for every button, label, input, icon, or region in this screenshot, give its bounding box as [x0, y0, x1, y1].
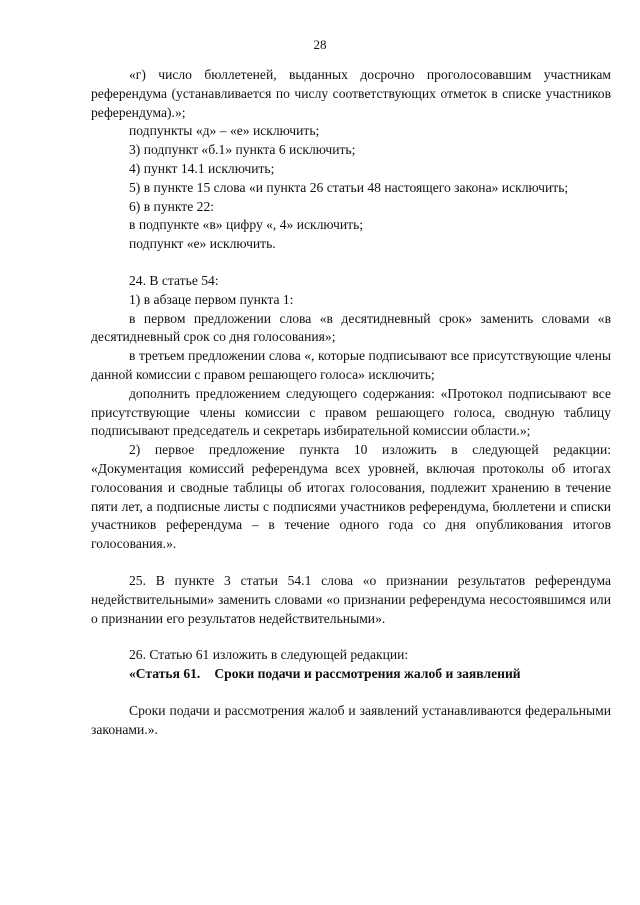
paragraph-item-5: 5) в пункте 15 слова «и пункта 26 статьи 48 настоящего закона» исключить;: [129, 179, 569, 195]
article-number: «Статья 61.: [129, 666, 201, 682]
paragraph-24-item-1: 1) в абзаце первом пункта 1:: [129, 291, 294, 307]
paragraph-item-3: 3) подпункт «б.1» пункта 6 исключить;: [129, 142, 356, 158]
paragraph-item-4: 4) пункт 14.1 исключить;: [129, 160, 275, 176]
paragraph-section-25: 25. В пункте 3 статьи 54.1 слова «о признании результатов референдума недействительными» заменить словами «о признании референдума несостоявшимся или о признании его результатов недействительными».: [91, 572, 611, 626]
article-61-heading: [91, 665, 611, 684]
paragraph-item-6: 6) в пункте 22:: [129, 198, 215, 214]
paragraph-article-61-text: Сроки подачи и рассмотрения жалоб и заявлений устанавливаются федеральными законами.».: [91, 702, 611, 737]
paragraph-24-first-sentence: в первом предложении слова «в десятидневный срок» заменить словами «в десятидневный срок со дня голосования»;: [91, 310, 611, 345]
article-title: Сроки подачи и рассмотрения жалоб и заявлений: [214, 666, 521, 682]
paragraph-24-item-2: 2) первое предложение пункта 10 изложить в следующей редакции: «Документация комиссий референдума всех уровней, включая протоколы об итогах голосования и сводные таблицы об итогах голосования, подлежит хранению в течение пяти лет, а подписные листы с подписями участников референдума, бюллетени и списки участников референдума – в течение одного года со дня опубликования итогов голосования.».: [91, 442, 611, 552]
paragraph-voter-ballots-count: «г) число бюллетеней, выданных досрочно проголосовавшим участникам референдума (устанавливается по числу соответствующих отметок в списке участников референдума).»;: [91, 67, 611, 120]
spacer: [91, 628, 611, 646]
paragraph-subitem-v: в подпункте «в» цифру «, 4» исключить;: [129, 217, 364, 233]
spacer: [91, 684, 611, 702]
page-number: 28: [313, 37, 327, 52]
paragraph-subitems-d-e: подпункты «д» – «е» исключить;: [129, 123, 320, 139]
spacer: [91, 254, 611, 272]
spacer: [91, 554, 611, 572]
paragraph-subitem-e: подпункт «е» исключить.: [129, 236, 276, 252]
paragraph-24-third-sentence: в третьем предложении слова «, которые подписывают все присутствующие члены данной комиссии с правом решающего голоса» исключить;: [91, 348, 611, 382]
paragraph-section-24: 24. В статье 54:: [129, 272, 219, 288]
paragraph-section-26: 26. Статью 61 изложить в следующей редакции:: [129, 647, 409, 663]
document-body: [91, 66, 611, 740]
paragraph-24-add-sentence: дополнить предложением следующего содержания: «Протокол подписывают все присутствующие члены комиссии с правом решающего голоса, сводную таблицу подписывают председатель и секретарь избирательной комиссии области.»;: [91, 385, 611, 439]
